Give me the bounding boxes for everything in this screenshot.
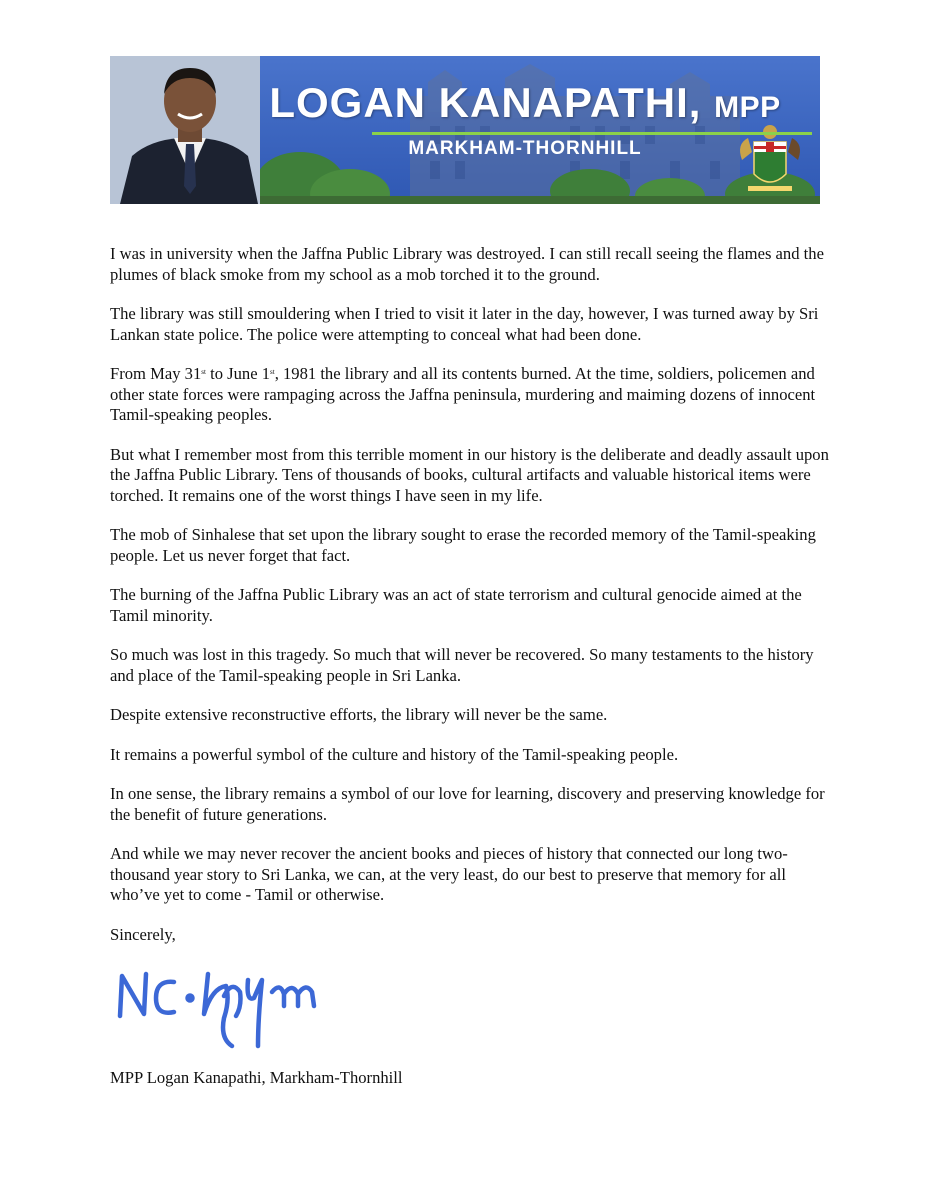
mpp-name-heading bbox=[110, 78, 820, 133]
heading-divider bbox=[372, 132, 812, 135]
letter-body bbox=[110, 244, 830, 964]
paragraph-3-text-b: to June 1 bbox=[205, 364, 271, 383]
paragraph-9: It remains a powerful symbol of the culture and history of the Tamil-speaking people. bbox=[110, 744, 679, 764]
paragraph-7: So much was lost in this tragedy. So much that will never be recovered. So many testaments to the history and place of the Tamil-speaking people in Sri Lanka. bbox=[110, 645, 814, 685]
ordinal-suffix: st bbox=[270, 368, 275, 376]
ordinal-suffix: st bbox=[201, 368, 206, 376]
riding-name: MARKHAM-THORNHILL bbox=[408, 138, 642, 159]
paragraph-8: Despite extensive reconstructive efforts, the library will never be the same. bbox=[110, 705, 608, 724]
handwritten-signature bbox=[108, 958, 328, 1053]
signer-name: MPP Logan Kanapathi, Markham-Thornhill bbox=[110, 1068, 403, 1087]
mpp-title-suffix: MPP bbox=[714, 91, 781, 124]
mpp-name: LOGAN KANAPATHI, bbox=[269, 79, 702, 126]
paragraph-6: The burning of the Jaffna Public Library was an act of state terrorism and cultural genocide aimed at the Tamil minority. bbox=[110, 585, 802, 625]
paragraph-5: The mob of Sinhalese that set upon the library sought to erase the recorded memory of the Tamil-speaking people. Let us never forget that fact. bbox=[110, 525, 816, 565]
paragraph-3-text-a: From May 31 bbox=[110, 364, 202, 383]
closing: Sincerely, bbox=[110, 924, 176, 944]
paragraph-3 bbox=[110, 364, 830, 426]
paragraph-11: And while we may never recover the ancient books and pieces of history that connected our long two-thousand year story to Sri Lanka, we can, at the very least, do our best to preserve that memory for all who’ve yet to come - Tamil or otherwise. bbox=[110, 844, 788, 904]
paragraph-3-text-c: , 1981 the library and all its contents burned. At the time, soldiers, policemen and other state forces were rampaging across the Jaffna peninsula, murdering and maiming dozens of innocent Tamil-speaking peoples. bbox=[110, 364, 816, 424]
paragraph-10: In one sense, the library remains a symbol of our love for learning, discovery and preserving knowledge for the benefit of future generations. bbox=[110, 784, 825, 824]
paragraph-2: The library was still smouldering when I tried to visit it later in the day, however, I was turned away by Sri Lankan state police. The police were attempting to conceal what had been done. bbox=[110, 304, 819, 344]
paragraph-4: But what I remember most from this terrible moment in our history is the deliberate and deadly assault upon the Jaffna Public Library. Tens of thousands of books, cultural artifacts and valuable historical items were torched. It remains one of the worst things I have seen in my life. bbox=[110, 444, 829, 505]
paragraph-1: I was in university when the Jaffna Public Library was destroyed. I can still recall seeing the flames and the plumes of black smoke from my school as a mob torched it to the ground. bbox=[110, 244, 824, 284]
letterhead-banner bbox=[110, 56, 820, 204]
